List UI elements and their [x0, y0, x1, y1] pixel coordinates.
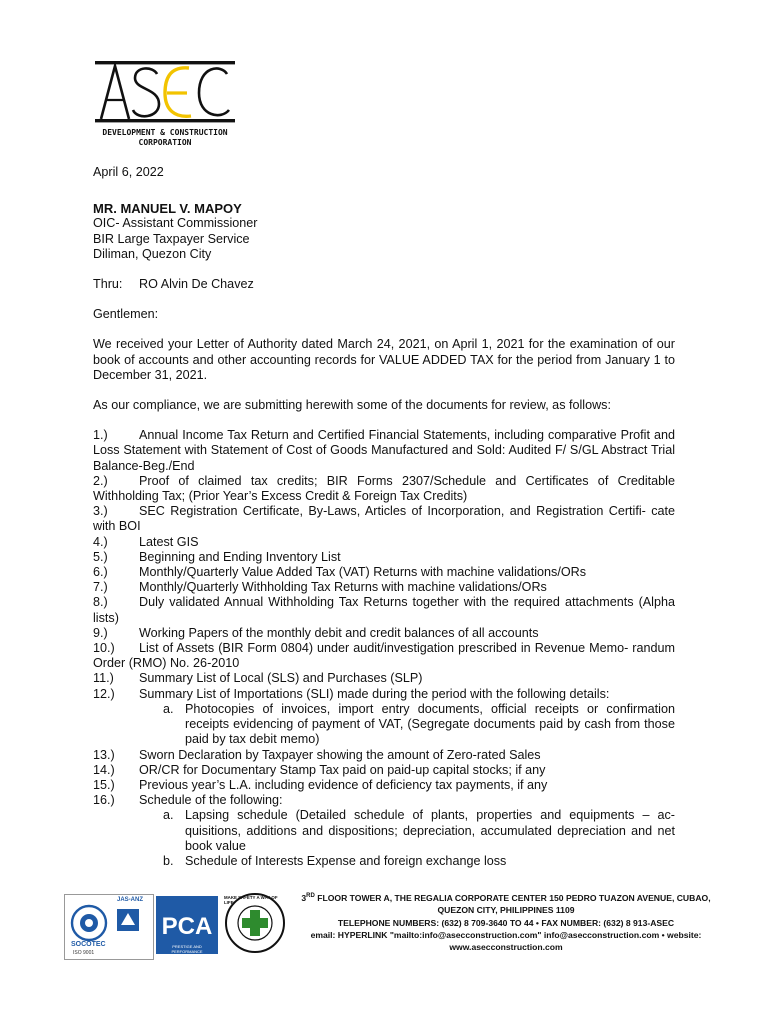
badge1-name: SOCOTEC: [71, 941, 106, 948]
thru-line: [93, 277, 675, 292]
list-item-number: 11.): [93, 671, 114, 686]
asec-logo-graphic: [93, 58, 237, 128]
list-item-number: 7.): [93, 580, 108, 595]
intro-paragraph: We received your Letter of Authority dated March 24, 2021, on April 1, 2021 for the examination of our book of accounts and other accounting records for VALUE ADDED TAX for the period from January 1 to December 31, 2021.: [93, 337, 675, 382]
pca-logo: [156, 896, 218, 954]
list-item: [93, 428, 675, 474]
list-item-number: 14.): [93, 762, 115, 777]
list-item-number: 6.): [93, 565, 108, 580]
sub-list-text: Schedule of Interests Expense and foreign exchange loss: [185, 853, 507, 868]
letter-date: April 6, 2022: [93, 165, 164, 179]
document-list: [93, 428, 675, 869]
list-item-number: 8.): [93, 595, 108, 610]
addressee-location: Diliman, Quezon City: [93, 246, 212, 261]
sub-list-letter: a.: [163, 701, 174, 716]
list-item-text: Summary List of Importations (SLI) made during the period with the following details:: [139, 686, 610, 701]
list-item: [93, 535, 675, 550]
list-item: [93, 504, 675, 534]
list-item: [93, 550, 675, 565]
list-item-text: Working Papers of the monthly debit and credit balances of all accounts: [139, 625, 539, 640]
list-item-text: Duly validated Annual Withholding Tax Returns together with the required attachments (Alpha lists): [93, 595, 675, 625]
list-item: [93, 595, 675, 625]
list-item-number: 3.): [93, 504, 108, 519]
badge1-std: ISO 9001: [73, 950, 95, 956]
list-item: [93, 687, 675, 702]
list-item-text: Beginning and Ending Inventory List: [139, 549, 341, 564]
list-item-text: Monthly/Quarterly Withholding Tax Returns with machine validations/ORs: [139, 580, 547, 595]
thru-label: Thru:: [93, 277, 123, 292]
sub-list-letter: b.: [163, 853, 174, 868]
list-item-number: 2.): [93, 473, 108, 488]
footer-line-1: [288, 890, 724, 904]
list-item-number: 13.): [93, 747, 115, 762]
list-item-text: Summary List of Local (SLS) and Purchases (SLP): [139, 671, 423, 686]
addressee-block: [93, 201, 675, 262]
footer-floor-suffix: RD: [306, 893, 315, 899]
compliance-paragraph: As our compliance, we are submitting herewith some of the documents for review, as follows:: [93, 398, 611, 413]
list-item-text: Annual Income Tax Return and Certified Financial Statements, including comparative Profit and Loss Statement with Statement of Cost of Goods Manufactured and Sold: Audited F/ S/GL Abstract Trial Balance-Beg./End: [93, 428, 675, 473]
list-item: [93, 626, 675, 641]
list-item-text: SEC Registration Certificate, By-Laws, Articles of Incorporation, and Registration Certifi- cate with BOI: [93, 504, 675, 534]
make-safety-seal: [224, 892, 286, 954]
list-item: [93, 793, 675, 808]
greeting: Gentlemen:: [93, 307, 159, 322]
company-name-line2: CORPORATION: [138, 138, 192, 147]
sub-list-text: Lapsing schedule (Detailed schedule of plants, properties and equipments – ac- quisitions, additions and dispositions; depreciation, accumulated depreciation and net book value: [185, 808, 675, 853]
thru-value: RO Alvin De Chavez: [139, 277, 254, 292]
letter-body: [93, 165, 675, 869]
pca-tagline: PRESTIGE AND PERFORMANCE: [171, 944, 203, 954]
list-item-text: Latest GIS: [139, 534, 199, 549]
footer-line-3: TELEPHONE NUMBERS: (632) 8 709-3640 TO 44 • FAX NUMBER: (632) 8 913-ASEC: [337, 917, 675, 928]
sub-list-item: [93, 702, 675, 748]
addressee-office: BIR Large Taxpayer Service: [93, 231, 250, 246]
footer-floor-number: 3: [301, 892, 307, 903]
sub-list-item: [93, 808, 675, 854]
list-item-number: 16.): [93, 793, 115, 808]
list-item-number: 10.): [93, 641, 115, 656]
addressee-title: OIC- Assistant Commissioner: [93, 216, 258, 231]
list-item-text: Schedule of the following:: [139, 793, 283, 808]
letter-footer: [60, 890, 720, 960]
list-item-number: 15.): [93, 777, 115, 792]
list-item-number: 12.): [93, 686, 115, 701]
sub-list-text: Photocopies of invoices, import entry documents, official receipts or confirmation receipts evidencing of payment of VAT, (Segregate documents paid by cash from those paid by tax debit memo): [185, 701, 675, 747]
list-item-text: OR/CR for Documentary Stamp Tax paid on paid-up capital stocks; if any: [139, 762, 546, 777]
list-item-number: 9.): [93, 625, 108, 640]
list-item-text: Previous year’s L.A. including evidence of deficiency tax payments, if any: [139, 777, 548, 792]
socotec-iso-badge: [64, 894, 154, 960]
list-item: [93, 763, 675, 778]
list-item: [93, 565, 675, 580]
footer-address: [288, 890, 724, 954]
list-item: [93, 641, 675, 671]
list-item-number: 1.): [93, 428, 108, 443]
badge1-top: JAS-ANZ: [117, 897, 144, 903]
list-item-text: Proof of claimed tax credits; BIR Forms 2307/Schedule and Certificates of Creditable Withholding Tax; (Prior Year’s Excess Credit & Foreign Tax Credits): [93, 473, 675, 504]
safety-seal-text: MAKE SAFETY A WAY OF LIFE: [224, 895, 278, 905]
pca-logo-text: PCA: [161, 913, 213, 940]
list-item-number: 4.): [93, 534, 108, 549]
list-item: [93, 748, 675, 763]
company-name: [93, 128, 237, 148]
company-name-line1: DEVELOPMENT & CONSTRUCTION: [102, 128, 228, 137]
list-item: [93, 580, 675, 595]
list-item-text: List of Assets (BIR Form 0804) under audit/investigation prescribed in Revenue Memo- randum Order (RMO) No. 26-2010: [93, 641, 675, 671]
list-item-text: Sworn Declaration by Taxpayer showing the amount of Zero-rated Sales: [139, 747, 541, 762]
list-item: [93, 671, 675, 686]
sub-list-letter: a.: [163, 808, 174, 823]
footer-line-4: email: HYPERLINK "mailto:info@asecconstruction.com" info@asecconstruction.com • website:: [310, 930, 702, 941]
sub-list-item: [93, 854, 675, 869]
footer-line-5: www.asecconstruction.com: [449, 942, 563, 953]
list-item: [93, 474, 675, 504]
footer-address-line-1: FLOOR TOWER A, THE REGALIA CORPORATE CENTER 150 PEDRO TUAZON AVENUE, CUBAO,: [314, 892, 711, 903]
list-item-number: 5.): [93, 549, 108, 564]
footer-line-2: QUEZON CITY, PHILIPPINES 1109: [437, 905, 575, 916]
list-item-text: Monthly/Quarterly Value Added Tax (VAT) Returns with machine validations/ORs: [139, 565, 587, 580]
list-item: [93, 778, 675, 793]
addressee-name: MR. MANUEL V. MAPOY: [93, 201, 242, 217]
